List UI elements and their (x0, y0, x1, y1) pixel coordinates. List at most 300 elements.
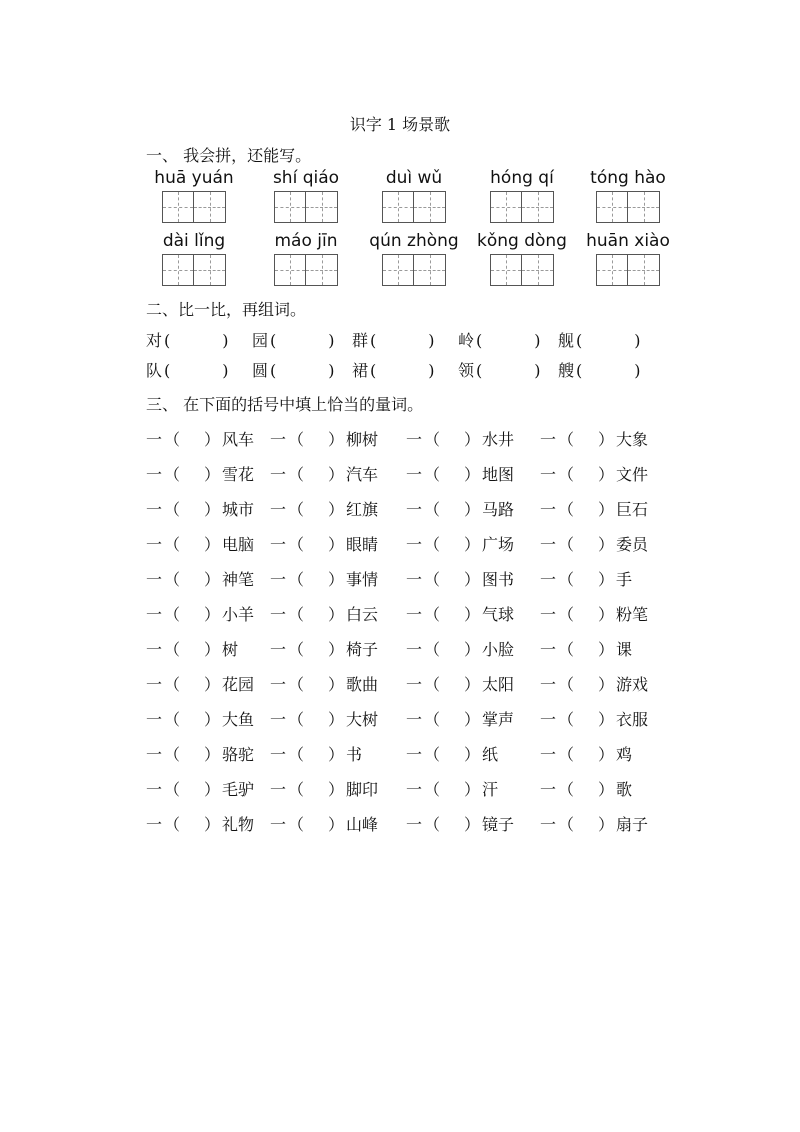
tian-zi-ge-cell[interactable] (306, 192, 337, 222)
noun-label: 镜子 (482, 815, 515, 834)
noun-label: 手 (616, 570, 633, 589)
quantifier-item (146, 707, 254, 730)
quantifier-item (270, 427, 378, 450)
quantifier-item (146, 812, 254, 835)
pinyin-label: duì wǔ (385, 168, 443, 188)
numeral-one: 一 (540, 815, 557, 834)
noun-label: 柳树 (346, 430, 379, 449)
quantifier-item (540, 742, 632, 765)
writing-grid[interactable] (162, 191, 226, 223)
right-paren: ） (464, 710, 481, 729)
numeral-one: 一 (540, 570, 557, 589)
left-paren: （ (424, 710, 441, 729)
numeral-one: 一 (270, 815, 287, 834)
numeral-one: 一 (406, 780, 423, 799)
quantifier-row (146, 427, 666, 449)
noun-label: 汗 (482, 780, 499, 799)
left-paren: （ (558, 745, 575, 764)
writing-grid[interactable] (490, 191, 554, 223)
right-paren: ） (204, 605, 221, 624)
numeral-one: 一 (270, 780, 287, 799)
left-paren: （ (424, 535, 441, 554)
noun-label: 大鱼 (222, 710, 255, 729)
right-paren: ) (534, 331, 541, 350)
writing-grid[interactable] (490, 254, 554, 286)
numeral-one: 一 (406, 605, 423, 624)
left-paren: （ (288, 815, 305, 834)
quantifier-item (146, 777, 254, 800)
quantifier-row (146, 497, 666, 519)
noun-label: 脚印 (346, 780, 379, 799)
quantifier-item (406, 637, 514, 660)
noun-label: 风车 (222, 430, 255, 449)
section-3-heading: 三、 在下面的括号中填上恰当的量词。 (146, 395, 424, 414)
quantifier-item (406, 812, 514, 835)
quantifier-row (146, 567, 666, 589)
writing-grid[interactable] (596, 254, 660, 286)
writing-grid[interactable] (274, 191, 338, 223)
compare-item (558, 328, 641, 351)
tian-zi-ge-cell[interactable] (306, 255, 337, 285)
right-paren: ） (464, 500, 481, 519)
noun-label: 树 (222, 640, 239, 659)
left-paren: ( (164, 331, 171, 350)
right-paren: ） (328, 535, 345, 554)
numeral-one: 一 (540, 745, 557, 764)
numeral-one: 一 (146, 465, 163, 484)
numeral-one: 一 (146, 675, 163, 694)
left-paren: （ (558, 780, 575, 799)
noun-label: 歌 (616, 780, 633, 799)
right-paren: ） (598, 780, 615, 799)
quantifier-row (146, 812, 666, 834)
noun-label: 山峰 (346, 815, 379, 834)
tian-zi-ge-cell[interactable] (628, 255, 659, 285)
left-paren: （ (164, 465, 181, 484)
quantifier-item (270, 707, 378, 730)
numeral-one: 一 (406, 430, 423, 449)
numeral-one: 一 (270, 675, 287, 694)
numeral-one: 一 (146, 605, 163, 624)
right-paren: ) (634, 361, 641, 380)
numeral-one: 一 (406, 710, 423, 729)
left-paren: ( (164, 361, 171, 380)
compare-item (352, 328, 435, 351)
noun-label: 电脑 (222, 535, 255, 554)
quantifier-item (406, 742, 498, 765)
writing-grid[interactable] (162, 254, 226, 286)
numeral-one: 一 (406, 815, 423, 834)
tian-zi-ge-cell[interactable] (597, 192, 628, 222)
quantifier-row (146, 707, 666, 729)
noun-label: 巨石 (616, 500, 649, 519)
tian-zi-ge-cell[interactable] (275, 192, 306, 222)
left-paren: ( (576, 361, 583, 380)
noun-label: 马路 (482, 500, 515, 519)
right-paren: ） (598, 605, 615, 624)
quantifier-item (406, 532, 514, 555)
left-paren: ( (370, 331, 377, 350)
left-paren: （ (164, 640, 181, 659)
tian-zi-ge-cell[interactable] (163, 255, 194, 285)
right-paren: ） (598, 430, 615, 449)
quantifier-item (406, 672, 514, 695)
left-paren: （ (558, 605, 575, 624)
noun-label: 毛驴 (222, 780, 255, 799)
right-paren: ） (598, 465, 615, 484)
noun-label: 骆驼 (222, 745, 255, 764)
noun-label: 粉笔 (616, 605, 649, 624)
quantifier-item (270, 777, 378, 800)
quantifier-item (540, 777, 632, 800)
pinyin-label: shí qiáo (272, 168, 340, 188)
numeral-one: 一 (406, 500, 423, 519)
pinyin-label: kǒng dòng (477, 231, 567, 251)
numeral-one: 一 (146, 745, 163, 764)
noun-label: 雪花 (222, 465, 255, 484)
noun-label: 衣服 (616, 710, 649, 729)
right-paren: ） (204, 745, 221, 764)
compare-character: 裙 (352, 361, 369, 380)
left-paren: （ (164, 745, 181, 764)
noun-label: 气球 (482, 605, 515, 624)
tian-zi-ge-cell[interactable] (383, 192, 414, 222)
writing-grid[interactable] (274, 254, 338, 286)
right-paren: ) (428, 361, 435, 380)
right-paren: ) (634, 331, 641, 350)
quantifier-item (406, 427, 514, 450)
tian-zi-ge-cell[interactable] (491, 192, 522, 222)
left-paren: （ (164, 675, 181, 694)
left-paren: ( (576, 331, 583, 350)
right-paren: ） (598, 815, 615, 834)
quantifier-item (270, 567, 378, 590)
left-paren: （ (558, 430, 575, 449)
numeral-one: 一 (540, 535, 557, 554)
left-paren: （ (288, 710, 305, 729)
right-paren: ） (328, 640, 345, 659)
quantifier-row (146, 637, 666, 659)
right-paren: ） (598, 535, 615, 554)
left-paren: ( (270, 361, 277, 380)
quantifier-item (270, 462, 378, 485)
tian-zi-ge-cell[interactable] (383, 255, 414, 285)
numeral-one: 一 (406, 535, 423, 554)
left-paren: （ (164, 535, 181, 554)
right-paren: ） (204, 815, 221, 834)
right-paren: ） (464, 675, 481, 694)
left-paren: ( (370, 361, 377, 380)
noun-label: 歌曲 (346, 675, 379, 694)
left-paren: ( (476, 361, 483, 380)
noun-label: 掌声 (482, 710, 515, 729)
quantifier-item (270, 812, 378, 835)
left-paren: （ (164, 710, 181, 729)
right-paren: ) (328, 361, 335, 380)
right-paren: ） (328, 465, 345, 484)
right-paren: ） (328, 675, 345, 694)
noun-label: 事情 (346, 570, 379, 589)
quantifier-item (270, 672, 378, 695)
compare-item (252, 328, 335, 351)
numeral-one: 一 (540, 675, 557, 694)
noun-label: 神笔 (222, 570, 255, 589)
numeral-one: 一 (540, 640, 557, 659)
tian-zi-ge-cell[interactable] (194, 192, 225, 222)
pinyin-label: huān xiào (586, 231, 670, 251)
compare-character: 岭 (458, 331, 475, 350)
compare-item (252, 358, 335, 381)
quantifier-item (146, 497, 254, 520)
quantifier-item (540, 427, 648, 450)
pinyin-label: huā yuán (154, 168, 234, 188)
quantifier-row (146, 742, 666, 764)
left-paren: （ (164, 780, 181, 799)
right-paren: ） (598, 500, 615, 519)
numeral-one: 一 (146, 815, 163, 834)
numeral-one: 一 (270, 430, 287, 449)
compare-item (458, 328, 541, 351)
noun-label: 白云 (346, 605, 379, 624)
writing-grid[interactable] (382, 254, 446, 286)
numeral-one: 一 (146, 430, 163, 449)
noun-label: 椅子 (346, 640, 379, 659)
right-paren: ） (598, 640, 615, 659)
noun-label: 大树 (346, 710, 379, 729)
right-paren: ） (204, 430, 221, 449)
right-paren: ） (204, 570, 221, 589)
numeral-one: 一 (540, 780, 557, 799)
right-paren: ） (464, 570, 481, 589)
tian-zi-ge-cell[interactable] (522, 255, 553, 285)
quantifier-item (270, 532, 378, 555)
right-paren: ） (464, 640, 481, 659)
right-paren: ） (464, 815, 481, 834)
left-paren: （ (558, 500, 575, 519)
left-paren: （ (424, 745, 441, 764)
pinyin-label: dài lǐng (162, 231, 226, 251)
numeral-one: 一 (146, 710, 163, 729)
section-1-heading: 一、 我会拼，还能写。 (146, 146, 312, 165)
numeral-one: 一 (146, 780, 163, 799)
quantifier-item (540, 672, 648, 695)
numeral-one: 一 (270, 640, 287, 659)
right-paren: ） (328, 430, 345, 449)
pinyin-label: qún zhòng (369, 231, 459, 251)
noun-label: 扇子 (616, 815, 649, 834)
tian-zi-ge-cell[interactable] (414, 255, 445, 285)
right-paren: ） (204, 640, 221, 659)
right-paren: ） (464, 745, 481, 764)
tian-zi-ge-cell[interactable] (628, 192, 659, 222)
right-paren: ） (204, 500, 221, 519)
left-paren: （ (288, 605, 305, 624)
noun-label: 城市 (222, 500, 255, 519)
noun-label: 水井 (482, 430, 515, 449)
right-paren: ） (464, 605, 481, 624)
right-paren: ） (464, 780, 481, 799)
quantifier-item (540, 637, 632, 660)
left-paren: （ (558, 535, 575, 554)
tian-zi-ge-cell[interactable] (163, 192, 194, 222)
tian-zi-ge-cell[interactable] (414, 192, 445, 222)
right-paren: ） (328, 815, 345, 834)
left-paren: （ (288, 430, 305, 449)
left-paren: （ (288, 500, 305, 519)
compare-character: 对 (146, 331, 163, 350)
noun-label: 文件 (616, 465, 649, 484)
writing-grid[interactable] (382, 191, 446, 223)
right-paren: ） (328, 570, 345, 589)
compare-character: 圆 (252, 361, 269, 380)
numeral-one: 一 (540, 605, 557, 624)
quantifier-item (146, 427, 254, 450)
compare-character: 艘 (558, 361, 575, 380)
pinyin-label: máo jīn (274, 231, 338, 251)
quantifier-item (406, 707, 514, 730)
right-paren: ） (598, 675, 615, 694)
quantifier-item (146, 567, 254, 590)
quantifier-item (146, 672, 254, 695)
tian-zi-ge-cell[interactable] (491, 255, 522, 285)
right-paren: ） (598, 570, 615, 589)
quantifier-item (146, 602, 254, 625)
numeral-one: 一 (270, 605, 287, 624)
right-paren: ） (328, 780, 345, 799)
compare-item (146, 328, 229, 351)
left-paren: （ (288, 675, 305, 694)
left-paren: （ (288, 780, 305, 799)
numeral-one: 一 (146, 570, 163, 589)
numeral-one: 一 (406, 675, 423, 694)
numeral-one: 一 (146, 640, 163, 659)
numeral-one: 一 (270, 710, 287, 729)
quantifier-item (146, 742, 254, 765)
noun-label: 书 (346, 745, 363, 764)
numeral-one: 一 (406, 745, 423, 764)
right-paren: ） (328, 710, 345, 729)
left-paren: （ (558, 710, 575, 729)
numeral-one: 一 (540, 430, 557, 449)
right-paren: ) (222, 361, 229, 380)
left-paren: （ (164, 570, 181, 589)
left-paren: （ (288, 745, 305, 764)
left-paren: ( (270, 331, 277, 350)
section-2-heading: 二、比一比，再组词。 (146, 300, 307, 319)
right-paren: ） (204, 780, 221, 799)
quantifier-item (270, 637, 378, 660)
quantifier-item (540, 707, 648, 730)
tian-zi-ge-cell[interactable] (194, 255, 225, 285)
noun-label: 鸡 (616, 745, 633, 764)
left-paren: （ (164, 500, 181, 519)
right-paren: ） (464, 465, 481, 484)
writing-grid[interactable] (596, 191, 660, 223)
compare-character: 园 (252, 331, 269, 350)
compare-character: 领 (458, 361, 475, 380)
left-paren: （ (424, 640, 441, 659)
noun-label: 小脸 (482, 640, 515, 659)
quantifier-item (540, 812, 648, 835)
right-paren: ） (598, 745, 615, 764)
right-paren: ） (464, 535, 481, 554)
left-paren: （ (424, 465, 441, 484)
right-paren: ） (328, 500, 345, 519)
quantifier-item (270, 602, 378, 625)
right-paren: ） (204, 710, 221, 729)
numeral-one: 一 (406, 570, 423, 589)
compare-item (458, 358, 541, 381)
quantifier-item (406, 497, 514, 520)
compare-item (352, 358, 435, 381)
right-paren: ） (204, 675, 221, 694)
tian-zi-ge-cell[interactable] (275, 255, 306, 285)
quantifier-row (146, 672, 666, 694)
quantifier-item (406, 462, 514, 485)
tian-zi-ge-cell[interactable] (522, 192, 553, 222)
right-paren: ） (204, 465, 221, 484)
numeral-one: 一 (270, 570, 287, 589)
numeral-one: 一 (270, 465, 287, 484)
left-paren: （ (558, 465, 575, 484)
quantifier-row (146, 777, 666, 799)
noun-label: 地图 (482, 465, 515, 484)
left-paren: （ (164, 815, 181, 834)
numeral-one: 一 (270, 535, 287, 554)
numeral-one: 一 (540, 465, 557, 484)
noun-label: 眼睛 (346, 535, 379, 554)
pinyin-label: tóng hào (590, 168, 666, 188)
left-paren: （ (558, 640, 575, 659)
left-paren: （ (558, 675, 575, 694)
left-paren: （ (424, 500, 441, 519)
right-paren: ） (598, 710, 615, 729)
noun-label: 礼物 (222, 815, 255, 834)
left-paren: （ (288, 465, 305, 484)
right-paren: ) (328, 331, 335, 350)
quantifier-item (540, 602, 648, 625)
quantifier-item (406, 777, 498, 800)
compare-item (558, 358, 641, 381)
quantifier-item (540, 532, 648, 555)
left-paren: （ (424, 430, 441, 449)
left-paren: （ (288, 570, 305, 589)
numeral-one: 一 (406, 465, 423, 484)
right-paren: ） (464, 430, 481, 449)
compare-item (146, 358, 229, 381)
left-paren: （ (558, 815, 575, 834)
left-paren: （ (288, 640, 305, 659)
left-paren: （ (424, 570, 441, 589)
numeral-one: 一 (270, 745, 287, 764)
numeral-one: 一 (540, 500, 557, 519)
right-paren: ) (428, 331, 435, 350)
right-paren: ） (204, 535, 221, 554)
quantifier-row (146, 602, 666, 624)
numeral-one: 一 (406, 640, 423, 659)
left-paren: （ (288, 535, 305, 554)
page-title: 识字 1 场景歌 (349, 115, 451, 134)
numeral-one: 一 (540, 710, 557, 729)
left-paren: （ (164, 605, 181, 624)
left-paren: （ (164, 430, 181, 449)
left-paren: ( (476, 331, 483, 350)
quantifier-row (146, 462, 666, 484)
tian-zi-ge-cell[interactable] (597, 255, 628, 285)
right-paren: ) (534, 361, 541, 380)
numeral-one: 一 (270, 500, 287, 519)
left-paren: （ (424, 605, 441, 624)
